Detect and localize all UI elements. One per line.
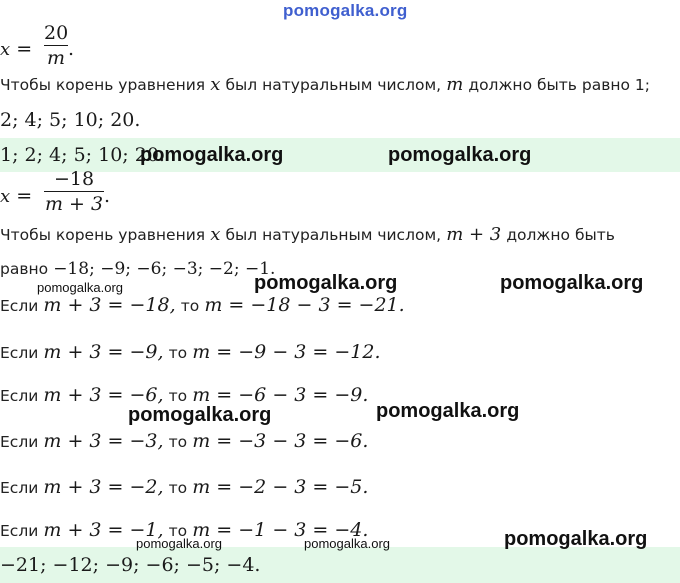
case-condition: m + 3 = −2, — [43, 476, 164, 498]
case-then: то — [168, 522, 188, 540]
p2-text-c: был натуральным числом, — [225, 226, 442, 244]
case-result: m = −3 − 3 = −6. — [192, 430, 369, 452]
eq1-numerator: 20 — [44, 22, 69, 44]
watermark-6: pomogalka.org — [128, 404, 272, 426]
p1-text-a: Чтобы корень уравнения — [0, 76, 206, 94]
case-condition: m + 3 = −6, — [43, 384, 164, 406]
case-if: Если — [0, 297, 39, 315]
p1-continuation: 2; 4; 5; 10; 20. — [0, 109, 141, 131]
case-result: m = −2 − 3 = −5. — [192, 476, 369, 498]
case-then: то — [180, 297, 200, 315]
case-if: Если — [0, 522, 39, 540]
eq2-fraction — [44, 168, 104, 215]
paragraph-2 — [0, 224, 615, 245]
watermark-2: pomogalka.org — [388, 144, 532, 166]
eq1-fraction-bar — [44, 45, 68, 46]
case-if: Если — [0, 479, 39, 497]
case-result: m = −1 − 3 = −4. — [192, 519, 369, 541]
p2-var-x: x — [210, 224, 221, 245]
p1-text-e: должно быть равно 1; — [468, 76, 650, 94]
watermark-4: pomogalka.org — [254, 272, 398, 294]
case-row — [0, 476, 368, 498]
paragraph-2-continuation — [0, 259, 275, 279]
case-result: m = −9 − 3 = −12. — [192, 341, 381, 363]
case-row — [0, 384, 368, 406]
p2-text-e: должно быть — [506, 226, 615, 244]
eq2-numerator: −18 — [53, 168, 95, 190]
case-row — [0, 341, 381, 363]
eq1-fraction — [44, 22, 68, 69]
answer-1: 1; 2; 4; 5; 10; 20. — [0, 144, 165, 166]
watermark-7: pomogalka.org — [376, 400, 520, 422]
watermark-3: pomogalka.org — [37, 280, 123, 295]
watermark-8: pomogalka.org — [136, 536, 222, 551]
answer-2: −21; −12; −9; −6; −5; −4. — [0, 554, 261, 576]
eq2-denominator: m + 3 — [44, 193, 104, 215]
p1-text-c: был натуральным числом, — [225, 76, 442, 94]
p1-var-m: m — [446, 74, 464, 95]
paragraph-1 — [0, 74, 650, 95]
case-condition: m + 3 = −1, — [43, 519, 164, 541]
site-header-link[interactable]: pomogalka.org — [283, 1, 408, 20]
case-condition: m + 3 = −18, — [43, 294, 176, 316]
case-condition: m + 3 = −9, — [43, 341, 164, 363]
case-then: то — [168, 387, 188, 405]
case-result: m = −18 − 3 = −21. — [204, 294, 405, 316]
case-then: то — [168, 344, 188, 362]
eq2-fraction-bar — [44, 191, 104, 192]
case-if: Если — [0, 433, 39, 451]
eq1-lhs: x = — [0, 38, 33, 60]
case-row — [0, 294, 405, 316]
watermark-10: pomogalka.org — [504, 528, 648, 550]
watermark-5: pomogalka.org — [500, 272, 644, 294]
case-then: то — [168, 433, 188, 451]
p2-cont-values: −18; −9; −6; −3; −2; −1. — [53, 259, 276, 279]
case-row — [0, 430, 368, 452]
p2-cont-text: равно — [0, 260, 49, 278]
p2-expr: m + 3 — [446, 224, 502, 245]
eq1-denominator: m — [46, 47, 66, 69]
watermark-9: pomogalka.org — [304, 536, 390, 551]
case-result: m = −6 − 3 = −9. — [192, 384, 369, 406]
eq1-period: . — [68, 38, 75, 60]
p2-text-a: Чтобы корень уравнения — [0, 226, 206, 244]
case-if: Если — [0, 387, 39, 405]
watermark-1: pomogalka.org — [140, 144, 284, 166]
case-then: то — [168, 479, 188, 497]
case-condition: m + 3 = −3, — [43, 430, 164, 452]
case-if: Если — [0, 344, 39, 362]
p1-var-x: x — [210, 74, 221, 95]
eq2-period: . — [104, 185, 111, 207]
eq2-lhs: x = — [0, 185, 33, 207]
